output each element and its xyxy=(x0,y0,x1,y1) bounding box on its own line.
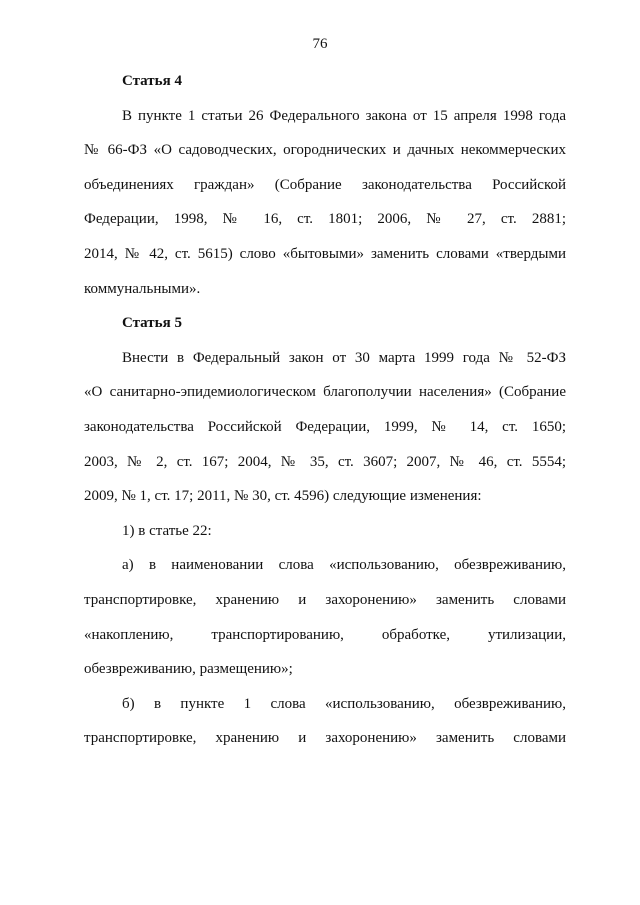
article-4-paragraph-line: коммунальными». xyxy=(84,280,201,297)
article-4-paragraph-line: 2014, № 42, ст. 5615) слово «бытовыми» заменить словами «твердыми xyxy=(84,245,566,262)
item-1-line: 1) в статье 22: xyxy=(122,522,212,539)
article-5-paragraph-line: 2009, № 1, ст. 17; 2011, № 30, ст. 4596) следующие изменения: xyxy=(84,488,482,505)
item-a-line: а) в наименовании слова «использованию, обезвреживанию, xyxy=(122,557,566,574)
article-5-heading: Статья 5 xyxy=(122,315,182,332)
item-a-line: транспортировке, хранению и захоронению» заменить словами xyxy=(84,591,566,608)
article-5-paragraph-line: «О санитарно-эпидемиологическом благополучии населения» (Собрание xyxy=(84,384,566,401)
item-b-line: б) в пункте 1 слова «использованию, обезвреживанию, xyxy=(122,695,566,712)
page-number: 76 xyxy=(312,36,328,52)
item-a-line: обезвреживанию, размещению»; xyxy=(84,661,293,678)
article-5-paragraph-line: 2003, № 2, ст. 167; 2004, № 35, ст. 3607; 2007, № 46, ст. 5554; xyxy=(84,453,566,470)
item-a-line: «накоплению, транспортированию, обработке, утилизации, xyxy=(84,626,566,643)
article-4-paragraph-line: объединениях граждан» (Собрание законодательства Российской xyxy=(84,176,566,193)
item-b-line: транспортировке, хранению и захоронению» заменить словами xyxy=(84,730,566,747)
article-5-paragraph-line: законодательства Российской Федерации, 1999, № 14, ст. 1650; xyxy=(84,418,566,435)
article-5-paragraph-line: Внести в Федеральный закон от 30 марта 1999 года № 52-ФЗ xyxy=(122,349,566,366)
article-4-paragraph-line: № 66-ФЗ «О садоводческих, огороднических и дачных некоммерческих xyxy=(84,142,566,159)
document-body xyxy=(84,64,566,756)
article-4-heading: Статья 4 xyxy=(122,73,182,89)
article-4-paragraph-line: Федерации, 1998, № 16, ст. 1801; 2006, № 27, ст. 2881; xyxy=(84,211,566,228)
article-4-paragraph-line: В пункте 1 статьи 26 Федерального закона от 15 апреля 1998 года xyxy=(122,107,566,124)
